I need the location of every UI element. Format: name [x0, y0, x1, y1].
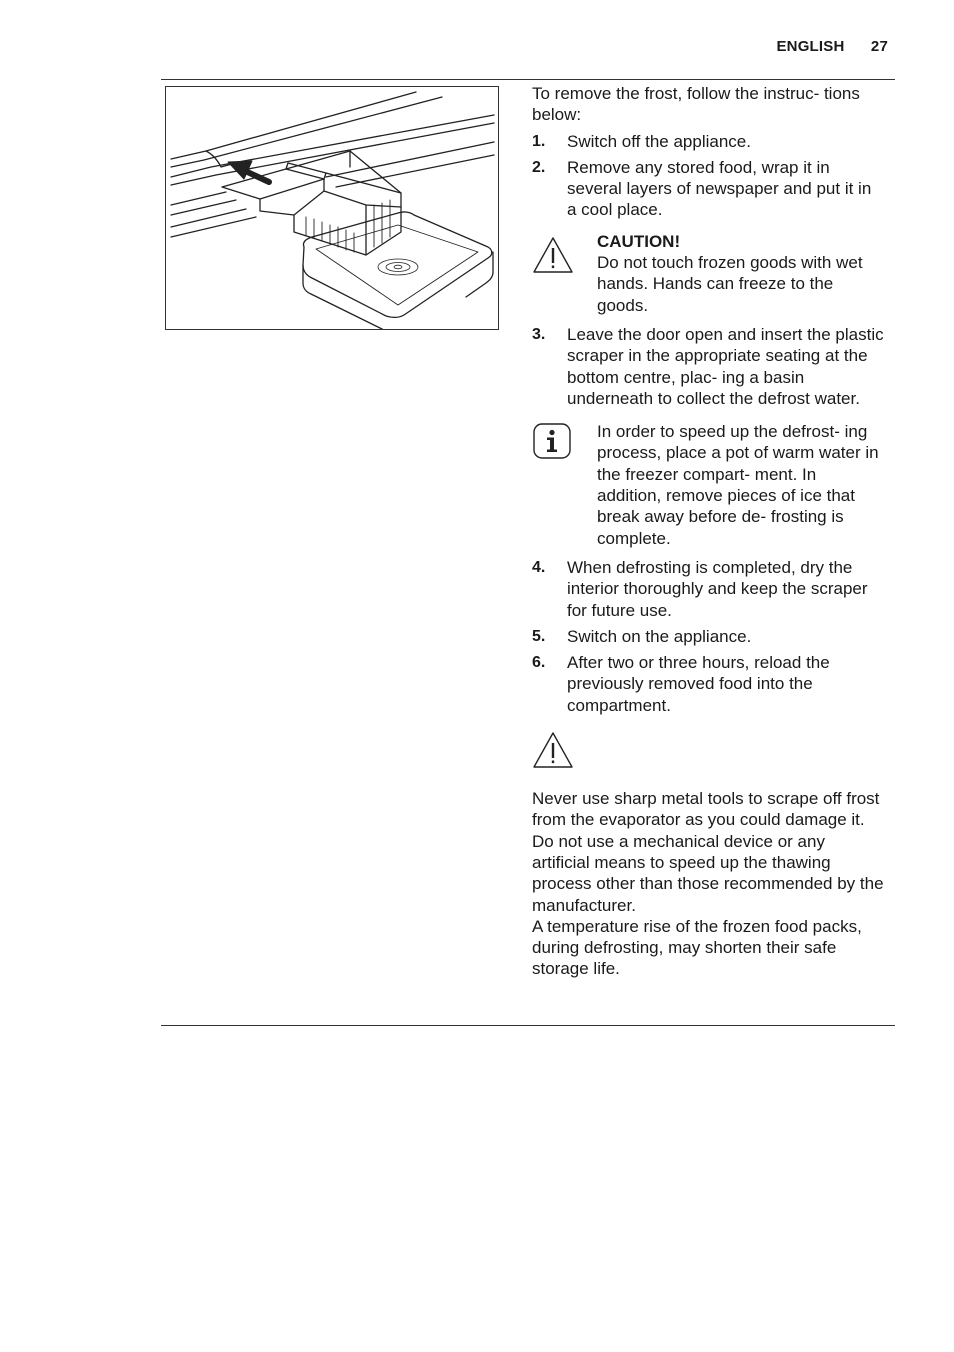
info-text: In order to speed up the defrost- ing process, place a pot of warm water in the freezer compart- ment. In addition, remove pieces of ice that break away before de- frosting is complete. [597, 422, 879, 548]
step-number: 2. [532, 158, 546, 176]
steps-list-c [532, 557, 884, 716]
info-notice [532, 421, 884, 549]
information-icon [532, 421, 572, 461]
caution-title: CAUTION! [597, 231, 681, 251]
step-text: After two or three hours, reload the previously removed food into the compartment. [567, 653, 830, 715]
bottom-divider [161, 1025, 895, 1026]
top-divider [161, 79, 895, 80]
warning-paragraph: Never use sharp metal tools to scrape off frost from the evaporator as you could damage it. [532, 789, 880, 830]
step-text: Switch on the appliance. [567, 626, 752, 646]
step-number: 4. [532, 558, 546, 576]
list-item [532, 131, 884, 152]
list-item [532, 626, 884, 647]
language-label: ENGLISH [776, 38, 845, 55]
intro-text: To remove the frost, follow the instruc- tions below: [532, 84, 860, 125]
list-item [532, 324, 884, 409]
step-number: 5. [532, 627, 546, 645]
page-number: 27 [870, 38, 888, 55]
page-header [776, 38, 888, 55]
warning-triangle-icon [532, 730, 574, 770]
step-number: 3. [532, 325, 546, 343]
step-number: 1. [532, 132, 546, 150]
scraper-drain-basin-illustration [165, 86, 499, 330]
steps-list-b [532, 324, 884, 409]
caution-notice [532, 231, 884, 316]
step-text: Remove any stored food, wrap it in several layers of newspaper and put it in a cool place. [567, 157, 872, 220]
step-number: 6. [532, 654, 546, 672]
warning-paragraph: A temperature rise of the frozen food packs, during defrosting, may shorten their safe storage life. [532, 916, 862, 979]
warning-notice [532, 788, 884, 980]
list-item [532, 557, 884, 621]
list-item [532, 157, 884, 221]
step-text: Switch off the appliance. [567, 131, 751, 151]
step-text: Leave the door open and insert the plastic scraper in the appropriate seating at the bottom centre, plac- ing a basin underneath to collect the defrost water. [567, 324, 884, 408]
caution-text: Do not touch frozen goods with wet hands. Hands can freeze to the goods. [597, 253, 863, 315]
steps-list-a [532, 131, 884, 221]
list-item [532, 652, 884, 716]
step-text: When defrosting is completed, dry the interior thoroughly and keep the scraper for future use. [567, 557, 868, 620]
warning-triangle-icon [532, 235, 574, 275]
instructions-column [532, 83, 884, 980]
warning-paragraph: Do not use a mechanical device or any artificial means to speed up the thawing process other than those recommended by the manufacturer. [532, 831, 884, 915]
